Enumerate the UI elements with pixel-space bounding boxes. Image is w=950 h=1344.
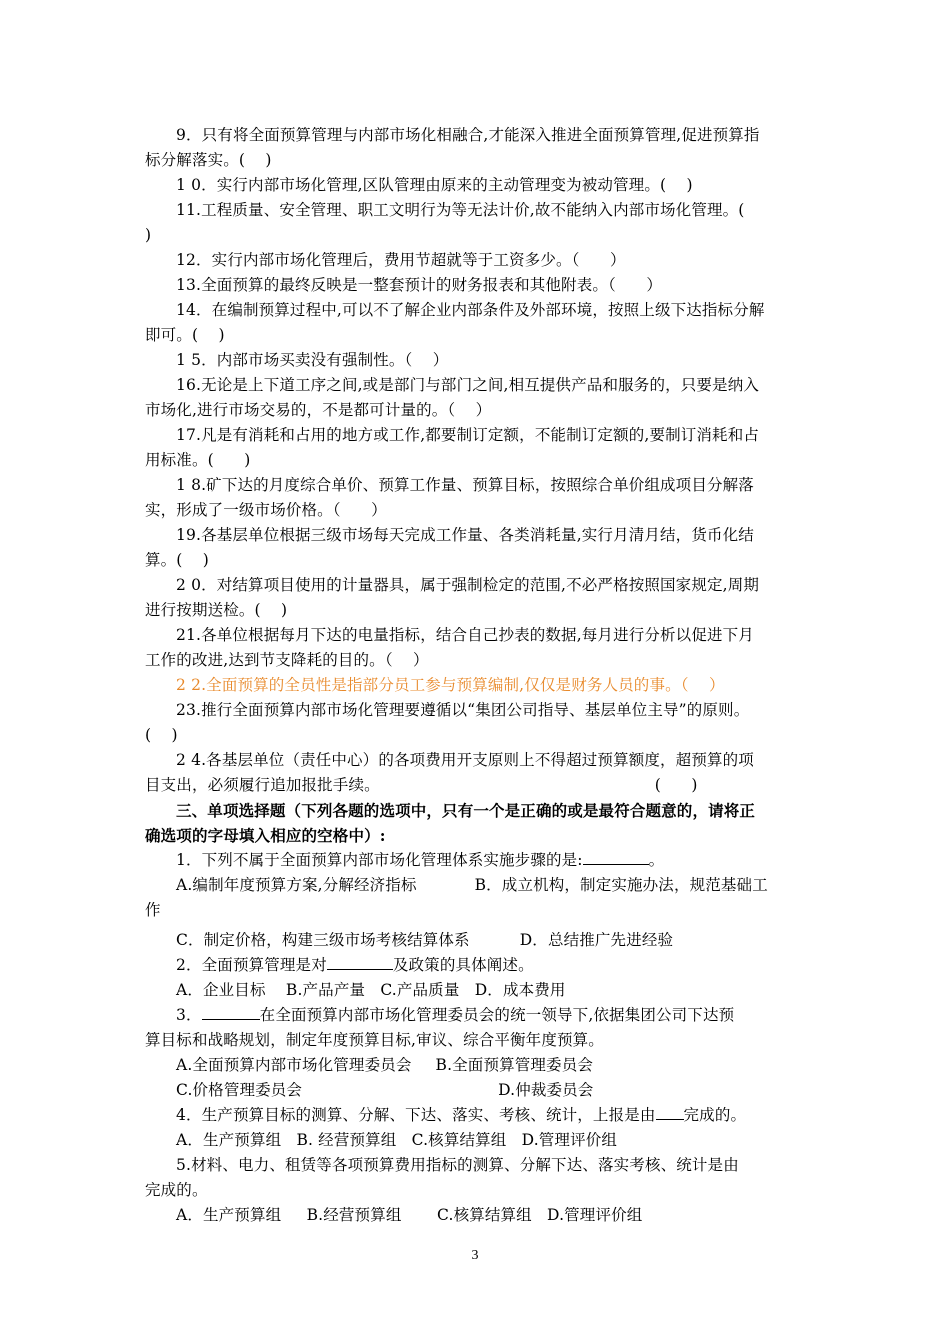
mc-q1-options-row2 — [145, 928, 810, 953]
question-21-line1: 21.各单位根据每月下达的电量指标，结合自己抄表的数据,每月进行分析以促进下月 — [176, 626, 754, 644]
mc-q3-options-row2 — [145, 1078, 810, 1103]
question-22-highlighted: 2 2.全面预算的全员性是指部分员工参与预算编制,仅仅是财务人员的事。（ ） — [176, 676, 725, 694]
question-20-line1: 2 0．对结算项目使用的计量器具，属于强制检定的范围,不必严格按照国家规定,周期 — [176, 576, 760, 594]
mc-q3-option-c: C.价格管理委员会 — [176, 1081, 303, 1099]
section-3-heading-line1: 三、单项选择题（下列各题的选项中，只有一个是正确的或是最符合题意的，请将正 — [176, 801, 756, 820]
question-12: 12．实行内部市场化管理后，费用节超就等于工资多少。（ ） — [176, 251, 626, 269]
question-10: 1 0．实行内部市场化管理,区队管理由原来的主动管理变为被动管理。( ) — [176, 176, 693, 194]
question-16-line2: 市场化,进行市场交易的，不是都可计量的。（ ） — [145, 401, 492, 419]
question-9-line2: 标分解落实。( ) — [145, 151, 272, 169]
mc-question-2 — [145, 953, 810, 978]
question-16-line1: 16.无论是上下道工序之间,或是部门与部门之间,相互提供产品和服务的，只要是纳入 — [176, 376, 760, 394]
mc-q2-text: 2．全面预算管理是对 — [176, 956, 327, 974]
question-19-line1: 19.各基层单位根据三级市场每天完成工作量、各类消耗量,实行月清月结，货币化结 — [176, 526, 754, 544]
page-content — [145, 123, 810, 1228]
question-14-line1: 14．在编制预算过程中,可以不了解企业内部条件及外部环境，按照上级下达指标分解 — [176, 301, 765, 319]
mc-q1-options-row1 — [145, 873, 810, 898]
mc-q1-option-d: D．总结推广先进经验 — [519, 931, 674, 949]
question-13: 13.全面预算的最终反映是一整套预计的财务报表和其他附表。（ ） — [176, 276, 663, 294]
question-20-line2: 进行按期送检。( ) — [145, 601, 288, 619]
question-18-line1: 1 8.矿下达的月度综合单价、预算工作量、预算目标，按照综合单价组成项目分解落 — [176, 476, 754, 494]
question-24-line1: 2 4.各基层单位（责任中心）的各项费用开支原则上不得超过预算额度，超预算的项 — [176, 751, 754, 769]
answer-blank — [656, 1103, 684, 1120]
mc-q1-option-b: B．成立机构，制定实施办法，规范基础工 — [474, 876, 768, 894]
question-11-line1: 11.工程质量、安全管理、职工文明行为等无法计价,故不能纳入内部市场化管理。( — [176, 201, 745, 219]
answer-blank — [583, 848, 649, 865]
question-24-line2 — [145, 773, 810, 798]
question-9-line1: 9．只有将全面预算管理与内部市场化相融合,才能深入推进全面预算管理,促进预算指 — [176, 126, 760, 144]
mc-q3-line2: 算目标和战略规划，制定年度预算目标,审议、综合平衡年度预算。 — [145, 1031, 604, 1049]
question-21-line2: 工作的改进,达到节支降耗的目的。（ ） — [145, 651, 429, 669]
question-24-text: 目支出，必须履行追加报批手续。 — [145, 776, 380, 794]
mc-question-5-line2: 完成的。 — [145, 1181, 208, 1199]
question-17-line2: 用标准。( ) — [145, 451, 251, 469]
mc-q4-text: 4．生产预算目标的测算、分解、下达、落实、考核、统计，上报是由 — [176, 1106, 656, 1124]
mc-q3-option-d: D.仲裁委员会 — [498, 1081, 594, 1099]
mc-q3-option-b: B.全面预算管理委员会 — [435, 1056, 593, 1074]
mc-q3-num: 3． — [176, 1006, 202, 1024]
question-23-line1: 23.推行全面预算内部市场化管理要遵循以“集团公司指导、基层单位主导”的原则。 — [176, 701, 750, 719]
mc-q3-text: 在全面预算内部市场化管理委员会的统一领导下,依据集团公司下达预 — [259, 1006, 735, 1024]
section-3-heading-line2: 确选项的字母填入相应的空格中）: — [145, 826, 386, 845]
mc-q1-option-c: C．制定价格，构建三级市场考核结算体系 — [176, 931, 470, 949]
question-11-line2: ) — [145, 226, 152, 244]
mc-q2-options: A．企业目标 B.产品产量 C.产品质量 D．成本费用 — [176, 981, 566, 999]
mc-q3-options-row1 — [145, 1053, 810, 1078]
mc-q3-option-a: A.全面预算内部市场化管理委员会 — [176, 1056, 412, 1074]
mc-question-1 — [145, 848, 810, 873]
page-number: 3 — [471, 1248, 479, 1263]
question-19-line2: 算。( ) — [145, 551, 210, 569]
mc-q1-end: 。 — [648, 851, 665, 869]
question-17-line1: 17.凡是有消耗和占用的地方或工作,都要制订定额，不能制订定额的,要制订消耗和占 — [176, 426, 760, 444]
mc-q1-option-a: A.编制年度预算方案,分解经济指标 — [176, 876, 417, 894]
question-18-line2: 实，形成了一级市场价格。（ ） — [145, 501, 387, 519]
mc-question-3 — [145, 1003, 810, 1028]
question-14-line2: 即可。( ) — [145, 326, 225, 344]
mc-q4-end: 完成的。 — [683, 1106, 747, 1124]
mc-q1-text: 1．下列不属于全面预算内部市场化管理体系实施步骤的是: — [176, 851, 583, 869]
mc-question-4 — [145, 1103, 810, 1128]
mc-q5-options: A．生产预算组 B.经营预算组 C.核算结算组 D.管理评价组 — [176, 1206, 643, 1224]
answer-blank — [202, 1003, 260, 1020]
question-24-paren: ( ) — [654, 776, 698, 794]
mc-q2-end: 及政策的具体阐述。 — [392, 956, 534, 974]
question-23-line2: ( ) — [145, 726, 178, 744]
mc-question-5-line1: 5.材料、电力、租赁等各项预算费用指标的测算、分解下达、落实考核、统计是由 — [176, 1156, 739, 1174]
question-15: 1 5．内部市场买卖没有强制性。（ ） — [176, 351, 449, 369]
mc-q4-options: A．生产预算组 B. 经营预算组 C.核算结算组 D.管理评价组 — [176, 1131, 618, 1149]
answer-blank — [327, 953, 393, 970]
mc-q1-option-b-cont: 作 — [145, 901, 161, 919]
